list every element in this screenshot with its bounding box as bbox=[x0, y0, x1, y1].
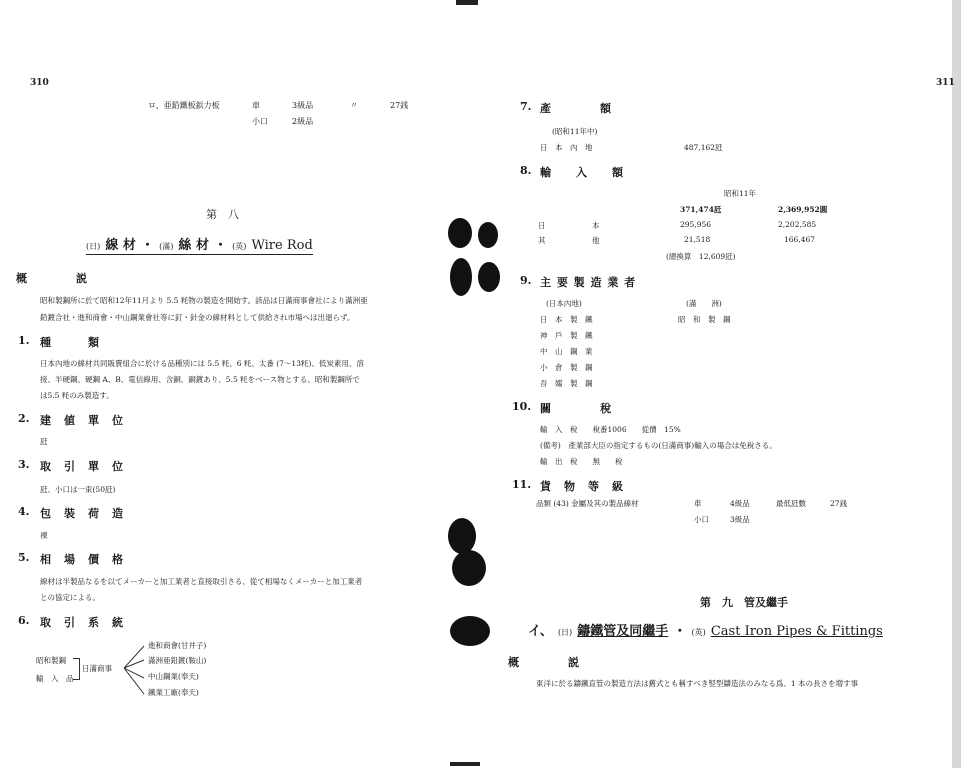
section-heading: 主 要 製 造 業 者 bbox=[540, 276, 637, 289]
lang-tag-en: (英) bbox=[691, 628, 706, 637]
section-line: 日本內地の線材共同販賣組合に於ける品種別には 5.5 粍、6 粍、太番 (7～13粍)、低炭素用、溶 bbox=[40, 359, 364, 368]
maker-name: 昭 和 製 鋼 bbox=[678, 315, 731, 324]
flow-target: 中山鋼業(奉天) bbox=[148, 672, 199, 681]
import-year: 昭和11年 bbox=[724, 189, 757, 198]
section-line: 接、半硬鋼、硬鋼 A、B、電信線用、含銅、銅鍍あり、5.5 粍をベース物とする。昭和製鋼所で bbox=[40, 375, 360, 384]
title-en: Cast Iron Pipes & Fittings bbox=[710, 624, 883, 639]
tariff-line: 輸 入 稅 稅番1006 從價 15% bbox=[540, 425, 681, 434]
chapter-heading: 第 九 管及繼手 bbox=[700, 596, 788, 609]
section-number: 7. bbox=[520, 100, 532, 113]
import-row-value: 166,467 bbox=[784, 235, 816, 244]
lang-tag-en: (英) bbox=[232, 242, 247, 251]
page-number-right: 311 bbox=[936, 78, 955, 88]
maker-name: 小 倉 製 鋼 bbox=[540, 363, 593, 372]
title-en: Wire Rod bbox=[251, 238, 313, 253]
overview-heading: 概 説 bbox=[508, 656, 580, 669]
section-number: 8. bbox=[520, 164, 532, 177]
freight-class-cell: 小口 bbox=[694, 515, 709, 524]
item-prefix: イ、 bbox=[528, 624, 553, 639]
section-number: 3. bbox=[18, 458, 30, 471]
section-heading: 建 値 單 位 bbox=[40, 414, 124, 427]
overview-line: 東洋に於る鑄鐵直管の製造方法は舊式とも稱すべき竪型鑄造法のみなる爲、1 本の長さを増す事 bbox=[536, 679, 859, 688]
section-number: 2. bbox=[18, 412, 30, 425]
overview-line: 鉛鍍合社・進和商會・中山鋼業會社等に釘・針金の線材料として供給され市場へは出廻らず。 bbox=[40, 313, 355, 322]
freight-item: ロ、亜鉛鐵板鋲力板 bbox=[148, 101, 220, 110]
flow-target: 滿洲亜鉛鍍(鞍山) bbox=[148, 656, 207, 665]
import-row-label: 日 bbox=[538, 221, 546, 230]
ink-blot bbox=[478, 222, 498, 248]
import-note: (總換算 12,609瓩) bbox=[666, 252, 736, 261]
tariff-line: (備考) 產業部大臣の指定するもの(日滿商事)輸入の場合は免稅さる。 bbox=[540, 441, 777, 450]
section-title-wire-rod: (日) 線 材 ・ (滿) 絲 材 ・ (英) Wire Rod bbox=[86, 234, 313, 255]
maker-name: 吾 嬬 製 鋼 bbox=[540, 379, 593, 388]
section-line: との協定による。 bbox=[40, 593, 100, 602]
flow-middle: 日滿商事 bbox=[82, 664, 112, 673]
import-row-qty: 295,956 bbox=[680, 220, 712, 229]
flow-source: 昭和製鋼 bbox=[36, 656, 66, 665]
section-heading: 相 場 價 格 bbox=[40, 553, 124, 566]
flow-bracket bbox=[73, 658, 80, 680]
section-number: 10. bbox=[512, 400, 532, 413]
freight-cell: 3級品 bbox=[292, 101, 314, 110]
freight-class-cell: 車 bbox=[694, 499, 702, 508]
overview-heading: 概 説 bbox=[16, 272, 88, 285]
section-number: 6. bbox=[18, 614, 30, 627]
import-row-label: 本 bbox=[592, 221, 600, 230]
section-line: は5.5 粍のみ製造す。 bbox=[40, 391, 114, 400]
import-row-value: 2,202,585 bbox=[778, 220, 817, 229]
section-heading: 輸 入 額 bbox=[540, 166, 624, 179]
section-heading: 取 引 系 統 bbox=[40, 616, 124, 629]
section-number: 5. bbox=[18, 551, 30, 564]
maker-col-head: (日本內地) bbox=[546, 299, 582, 308]
title-jp: 線 材 bbox=[105, 238, 136, 253]
import-total-qty: 371,474瓩 bbox=[680, 205, 722, 214]
ink-blot bbox=[450, 616, 490, 646]
flow-target: 鐵業工廠(奉天) bbox=[148, 688, 199, 697]
section-number: 9. bbox=[520, 274, 532, 287]
overview-line: 昭和製鋼所に於て昭和12年11月より 5.5 粍物の製造を開始す。該品は日滿商事會社により滿洲亜 bbox=[40, 296, 368, 305]
scan-mark bbox=[456, 0, 478, 5]
ink-blot bbox=[448, 518, 476, 554]
production-period: (昭和11年中) bbox=[552, 127, 598, 136]
production-value: 487,162瓩 bbox=[684, 143, 723, 152]
title-jp: 鑄鐵管及同繼手 bbox=[577, 624, 669, 639]
tariff-line: 輸 出 稅 無 稅 bbox=[540, 457, 623, 466]
lang-tag-man: (滿) bbox=[159, 242, 174, 251]
freight-cell: 車 bbox=[252, 101, 260, 110]
flow-source: 輸 入 品 bbox=[36, 674, 74, 683]
lang-tag-jp: (日) bbox=[557, 628, 573, 637]
scan-mark bbox=[450, 762, 480, 766]
freight-class-cell: 4級品 bbox=[730, 499, 750, 508]
chapter-heading: 第 八 bbox=[206, 208, 239, 221]
section-heading: 產 額 bbox=[540, 102, 612, 115]
freight-class-item: 品類 (43) 金屬及其の製品線材 bbox=[536, 499, 639, 508]
ink-blot bbox=[452, 550, 486, 586]
page-edge-shadow bbox=[952, 0, 961, 768]
maker-col-head: (滿 洲) bbox=[686, 299, 722, 308]
section-heading: 貨 物 等 級 bbox=[540, 480, 624, 493]
import-total-value: 2,369,952圓 bbox=[778, 205, 828, 214]
import-row-qty: 21,518 bbox=[684, 235, 711, 244]
ink-blot bbox=[448, 218, 472, 248]
section-line: 瓩、小口は一束(50瓩) bbox=[40, 485, 116, 494]
section-line: 裸 bbox=[40, 531, 48, 540]
section-number: 1. bbox=[18, 334, 30, 347]
flow-target: 進和商會(甘井子) bbox=[148, 641, 207, 650]
flow-branch-lines bbox=[122, 640, 148, 720]
section-heading: 關 稅 bbox=[540, 402, 612, 415]
section-heading: 取 引 單 位 bbox=[40, 460, 124, 473]
freight-class-cell: 最低瓩數 bbox=[776, 499, 806, 508]
import-row-label: 其 bbox=[538, 236, 546, 245]
page-number-left: 310 bbox=[30, 78, 49, 88]
freight-cell: 27銭 bbox=[390, 101, 409, 110]
import-row-label: 他 bbox=[592, 236, 600, 245]
maker-name: 中 山 鋼 業 bbox=[540, 347, 593, 356]
ink-blot bbox=[478, 262, 500, 292]
freight-cell: 小口 bbox=[252, 117, 268, 126]
section-number: 11. bbox=[512, 478, 532, 491]
maker-name: 日 本 製 鐵 bbox=[540, 315, 593, 324]
freight-class-cell: 3級品 bbox=[730, 515, 750, 524]
maker-name: 神 戶 製 鐵 bbox=[540, 331, 593, 340]
section-line: 線材は半製品なるを以てメーカーと加工業者と直接取引さる、從て相場なくメーカーと加工業者 bbox=[40, 577, 363, 586]
section-heading: 包 裝 荷 造 bbox=[40, 507, 124, 520]
lang-tag-jp: (日) bbox=[86, 242, 101, 251]
section-line: 瓩 bbox=[40, 437, 48, 446]
freight-class-cell: 27銭 bbox=[830, 499, 848, 508]
freight-cell: 2級品 bbox=[292, 117, 314, 126]
title-man: 絲 材 bbox=[178, 238, 209, 253]
ink-blot bbox=[450, 258, 472, 296]
section-heading: 種 類 bbox=[40, 336, 100, 349]
section-number: 4. bbox=[18, 505, 30, 518]
production-label: 日 本 內 地 bbox=[540, 143, 593, 152]
section-title-cast-iron-pipes: イ、 (日) 鑄鐵管及同繼手 ・ (英) Cast Iron Pipes & Fittings bbox=[528, 624, 883, 639]
freight-cell: 〃 bbox=[350, 101, 358, 110]
